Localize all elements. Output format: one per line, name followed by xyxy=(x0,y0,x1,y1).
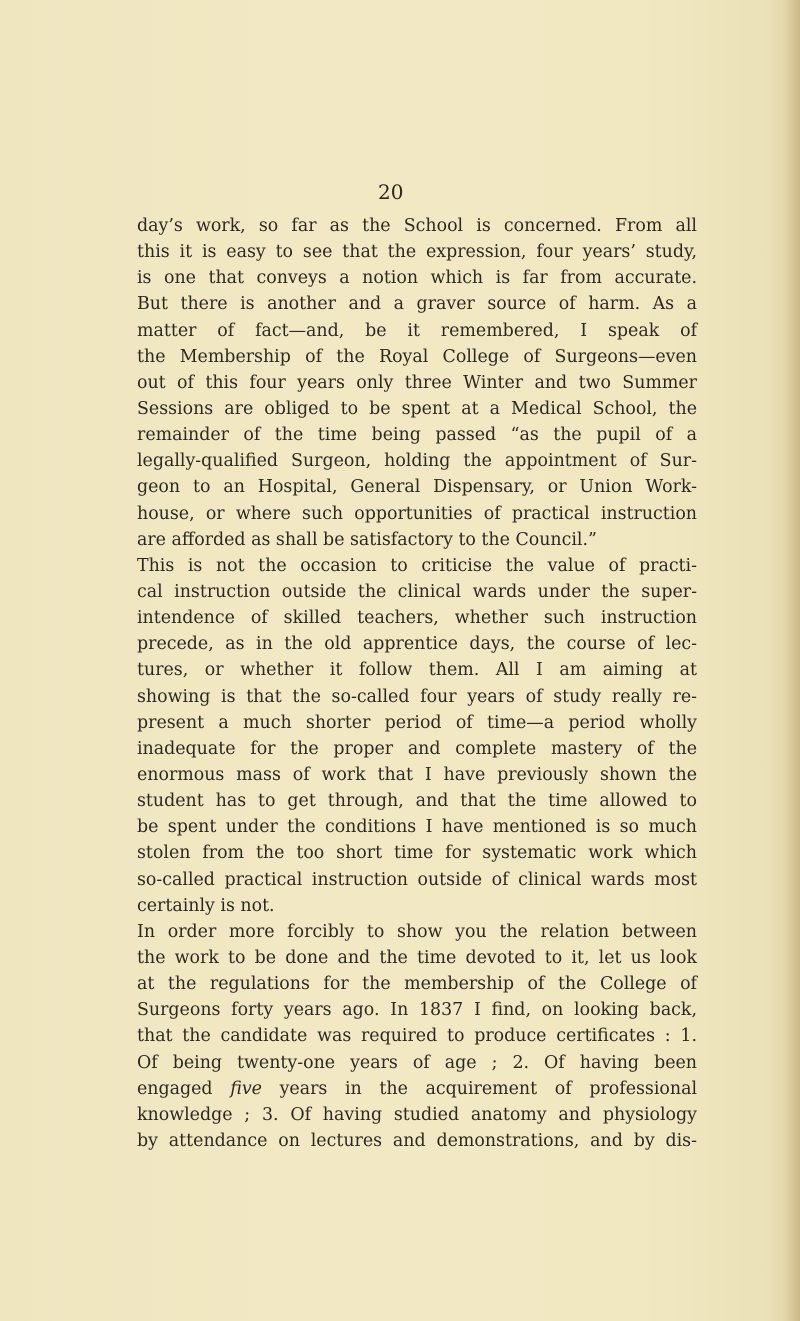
text-line: precede, as in the old apprentice days, the course of lec- xyxy=(137,634,697,655)
text-line: legally-qualified Surgeon, holding the appointment of Sur- xyxy=(137,451,697,472)
text-line: at the regulations for the membership of the College of xyxy=(137,974,697,995)
text-line: tures, or whether it follow them. All I am aiming at xyxy=(137,660,697,681)
text-line: stolen from the too short time for systematic work which xyxy=(137,843,697,864)
text-line: student has to get through, and that the time allowed to xyxy=(137,791,697,812)
text-line: intendence of skilled teachers, whether such instruction xyxy=(137,608,697,629)
text-line: day’s work, so far as the School is concerned. From all xyxy=(137,216,697,236)
text-line: enormous mass of work that I have previously shown the xyxy=(137,764,697,785)
text-line: In order more forcibly to show you the relation between xyxy=(137,921,697,942)
text-line: Sessions are obliged to be spent at a Medical School, the xyxy=(137,398,697,419)
text-line: are afforded as shall be satisfactory to the Council.” xyxy=(137,529,597,550)
page-number: 20 xyxy=(378,180,404,204)
text-line: be spent under the conditions I have mentioned is so much xyxy=(137,817,697,838)
text-line: geon to an Hospital, General Dispensary, or Union Work- xyxy=(137,477,697,498)
text-line: present a much shorter period of time—a period wholly xyxy=(137,712,697,733)
page-edge xyxy=(786,0,800,1321)
text-line: engaged five years in the acquirement of professional xyxy=(137,1078,698,1099)
text-line: that the candidate was required to produce certificates : 1. xyxy=(137,1026,697,1047)
text-line: out of this four years only three Winter and two Summer xyxy=(137,372,697,393)
text-line: so-called practical instruction outside of clinical wards most xyxy=(137,869,697,890)
text-line: the work to be done and the time devoted to it, let us look xyxy=(137,947,697,968)
text-line: knowledge ; 3. Of having studied anatomy and physiology xyxy=(137,1104,697,1125)
text-line: showing is that the so-called four years of study really re- xyxy=(137,686,697,707)
text-line: This is not the occasion to criticise the value of practi- xyxy=(137,555,697,576)
text-line: inadequate for the proper and complete mastery of the xyxy=(137,738,697,759)
text-line: certainly is not. xyxy=(137,895,275,916)
text-line: cal instruction outside the clinical wards under the super- xyxy=(137,581,697,602)
text-line: house, or where such opportunities of practical instruction xyxy=(137,503,697,524)
text-line: But there is another and a graver source of harm. As a xyxy=(137,294,697,315)
text-line: the Membership of the Royal College of Surgeons—even xyxy=(137,346,697,367)
text-line: matter of fact—and, be it remembered, I speak of xyxy=(137,320,697,341)
body-text xyxy=(137,213,697,1154)
text-line: Surgeons forty years ago. In 1837 I find, on looking back, xyxy=(137,1000,697,1021)
text-line: by attendance on lectures and demonstrations, and by dis- xyxy=(137,1130,697,1151)
emphasis: five xyxy=(230,1078,262,1099)
text-line: remainder of the time being passed “as the pupil of a xyxy=(137,425,697,446)
text-line: this it is easy to see that the expression, four years’ study, xyxy=(137,242,697,263)
text-line: Of being twenty-one years of age ; 2. Of having been xyxy=(137,1052,697,1073)
text-line: is one that conveys a notion which is far from accurate. xyxy=(137,268,697,289)
